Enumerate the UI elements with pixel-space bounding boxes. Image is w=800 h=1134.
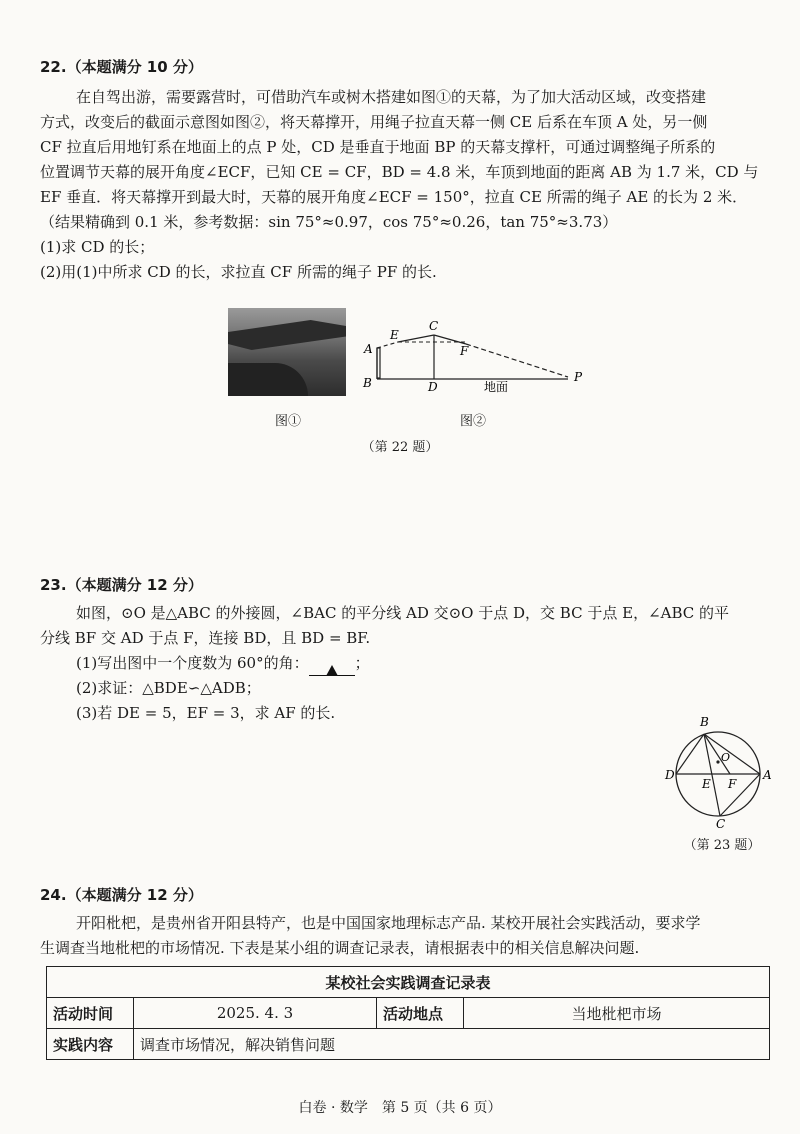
label-d: D (428, 380, 438, 394)
question-22-part-2: (2)用(1)中所求 CD 的长，求拉直 CF 所需的绳子 PF 的长. (40, 263, 437, 281)
label-d: D (665, 768, 675, 782)
question-24-line-1: 开阳枇杷，是贵州省开阳县特产，也是中国国家地理标志产品. 某校开展社会实践活动，要求学 (76, 914, 701, 932)
figure-2-diagram (358, 315, 598, 395)
label-a: A (763, 768, 772, 782)
question-23 (40, 574, 770, 726)
label-b: B (363, 376, 372, 390)
line-ba (704, 734, 760, 774)
question-22-line-3: CF 拉直后用地钉系在地面上的点 P 处，CD 是垂直于地面 BP 的天幕支撑杆，可通过调整绳子所系的 (40, 138, 716, 156)
time-value: 2025. 4. 3 (134, 998, 377, 1029)
question-23-figure-caption: （第 23 题） (683, 838, 761, 853)
triangle-icon (326, 665, 338, 676)
survey-table (46, 966, 770, 1060)
answer-blank[interactable] (309, 657, 355, 676)
label-b: B (700, 715, 709, 729)
label-c: C (716, 817, 726, 830)
place-label: 活动地点 (377, 998, 464, 1029)
question-22-figure-caption: （第 22 题） (361, 440, 439, 455)
question-22 (40, 56, 770, 285)
awning-shape (228, 320, 346, 350)
question-23-part-1-tail: ； (354, 654, 370, 672)
center-dot (716, 760, 719, 763)
line-bd (676, 734, 704, 774)
figure-2-caption: 图② (459, 414, 486, 429)
line-fp (466, 344, 568, 377)
question-23-line-1: 如图，⊙O 是△ABC 的外接圆，∠BAC 的平分线 AD 交⊙O 于点 D，交 BC 于点 E，∠ABC 的平 (76, 604, 730, 622)
question-23-heading: 23.（本题满分 12 分） (40, 576, 203, 594)
label-e: E (702, 777, 711, 791)
figure-23-diagram (664, 712, 776, 830)
label-o: O (721, 751, 731, 764)
question-22-heading: 22.（本题满分 10 分） (40, 58, 203, 76)
place-value: 当地枇杷市场 (464, 998, 770, 1029)
time-label: 活动时间 (47, 998, 134, 1029)
question-23-part-2: (2)求证：△BDE∽△ADB； (76, 679, 261, 697)
line-cf (434, 335, 466, 344)
question-23-part-3: (3)若 DE = 5，EF = 3，求 AF 的长. (76, 704, 336, 722)
question-22-line-2: 方式，改变后的截面示意图如图②，将天幕撑开，用绳子拉直天幕一侧 CE 后系在车顶 A 处，另一侧 (40, 113, 708, 131)
content-value: 调查市场情况，解决销售问题 (134, 1029, 770, 1060)
question-23-line-2: 分线 BF 交 AD 于点 F，连接 BD，且 BD = BF. (40, 629, 371, 647)
question-22-line-4: 位置调节天幕的展开角度∠ECF，已知 CE = CF，BD = 4.8 米，车顶到地面的距离 AB 为 1.7 米，CD 与 (40, 163, 759, 181)
label-f: F (728, 777, 737, 791)
label-c: C (429, 319, 439, 333)
label-ground: 地面 (484, 380, 509, 394)
label-e: E (390, 328, 399, 342)
label-a: A (364, 342, 373, 356)
question-23-part-1-text: (1)写出图中一个度数为 60°的角： (76, 654, 309, 672)
content-label: 实践内容 (47, 1029, 134, 1060)
table-title: 某校社会实践调查记录表 (47, 967, 770, 998)
question-24-line-2: 生调查当地枇杷的市场情况. 下表是某小组的调查记录表，请根据表中的相关信息解决问题. (40, 939, 640, 957)
label-f: F (460, 344, 469, 358)
line-ec (398, 335, 434, 342)
question-24-heading: 24.（本题满分 12 分） (40, 886, 203, 904)
figure-1-caption: 图① (274, 414, 301, 429)
question-22-line-5: EF 垂直．将天幕撑开到最大时，天幕的展开角度∠ECF = 150°，拉直 CE 所需的绳子 AE 的长为 2 米． (40, 188, 748, 206)
question-22-part-1: (1)求 CD 的长； (40, 238, 155, 256)
question-24 (40, 884, 770, 961)
line-ae (377, 342, 398, 348)
page-footer: 白卷 · 数学 第 5 页（共 6 页） (298, 1100, 502, 1116)
tent-photo (228, 308, 346, 396)
car-shape (228, 363, 308, 396)
question-22-line-1: 在自驾出游，需要露营时，可借助汽车或树木搭建如图①的天幕，为了加大活动区域，改变搭建 (76, 88, 707, 106)
label-p: P (574, 370, 583, 384)
question-23-part-1 (40, 651, 770, 676)
question-22-line-6: （结果精确到 0.1 米，参考数据：sin 75°≈0.97，cos 75°≈0.26，tan 75°≈3.73） (40, 213, 618, 231)
